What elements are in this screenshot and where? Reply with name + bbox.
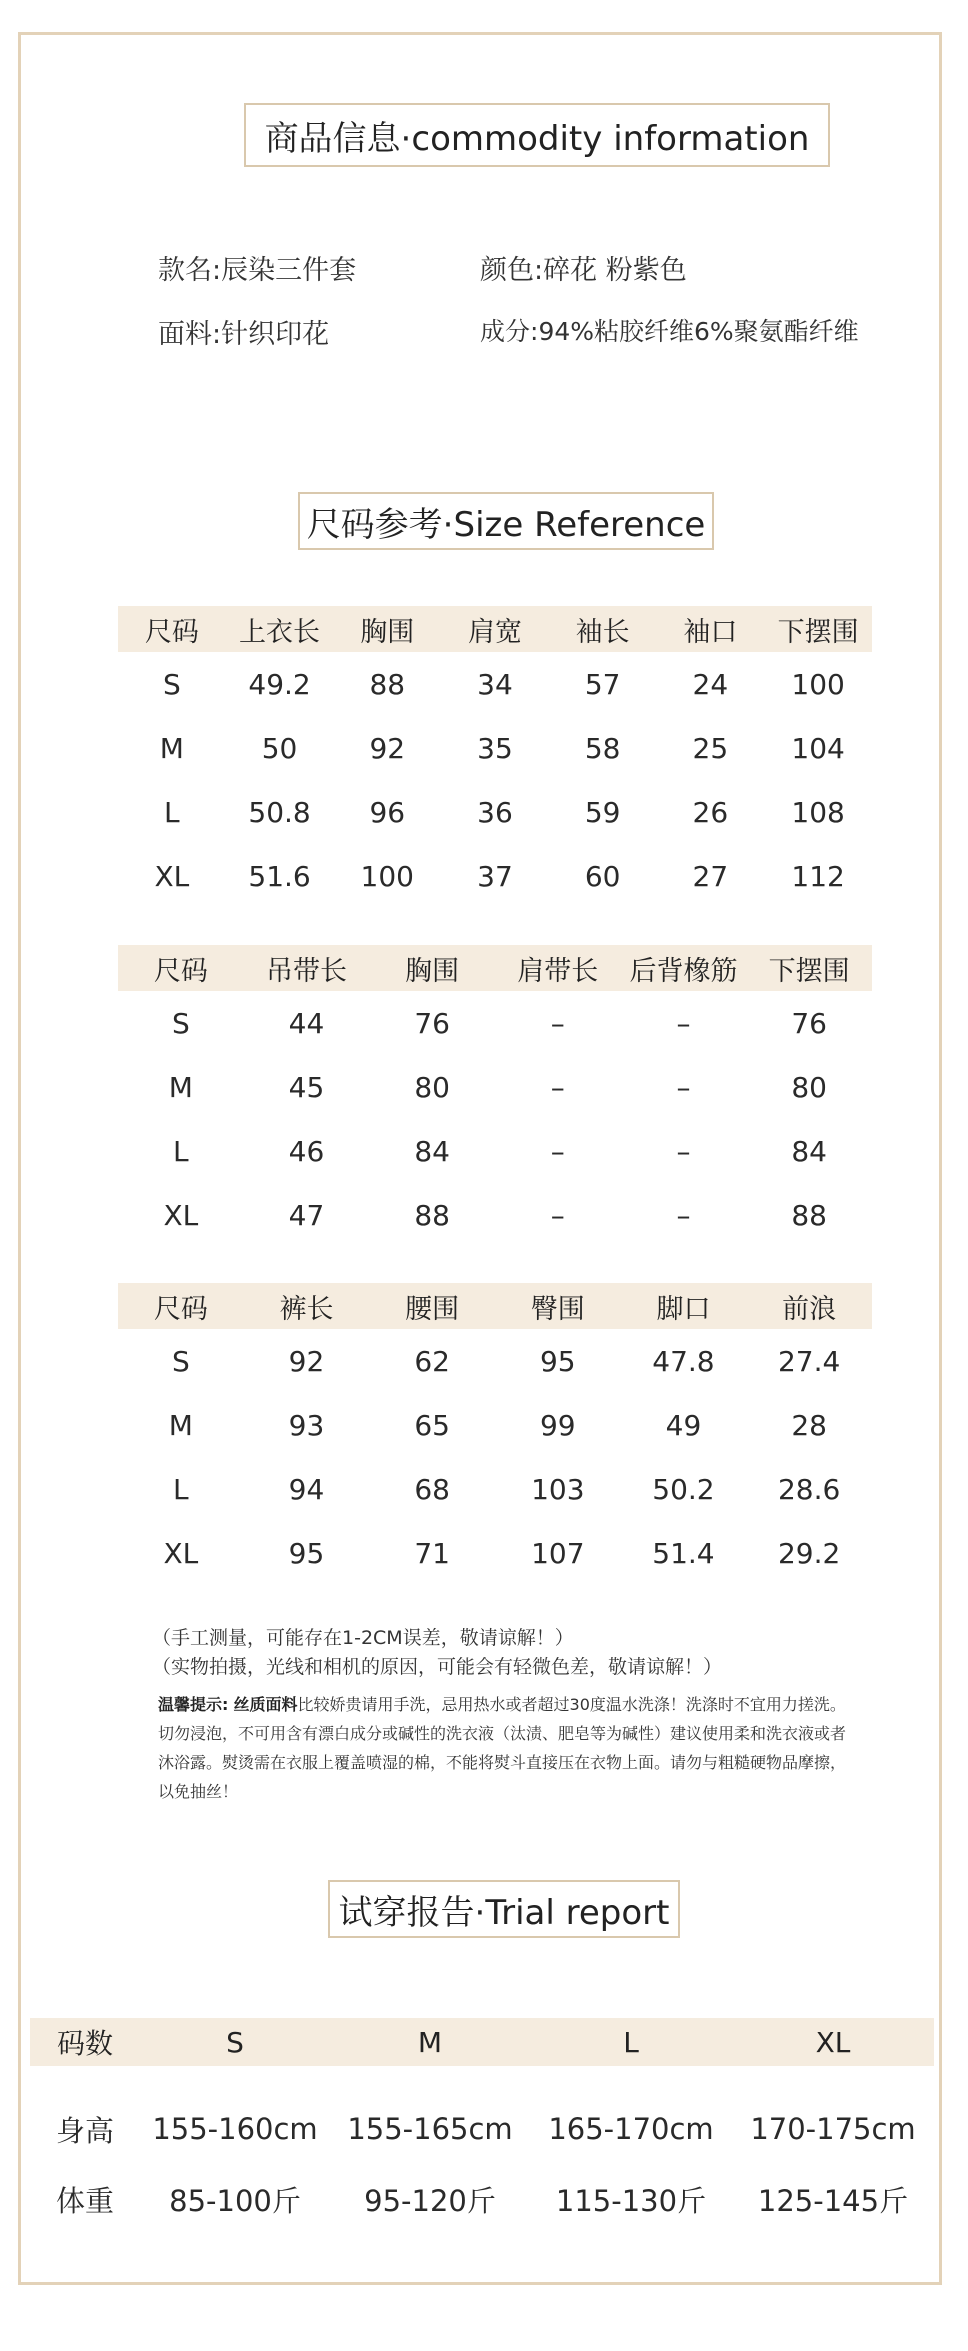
table-row xyxy=(30,2164,934,2234)
table-row xyxy=(118,1119,872,1183)
table-cell: 93 xyxy=(288,1408,325,1442)
table-cell: 100 xyxy=(360,859,414,893)
table-cell: 92 xyxy=(369,731,406,765)
table-header-cell: 尺码 xyxy=(118,1283,244,1329)
table-cell: 115-130斤 xyxy=(555,2183,707,2218)
table-cell: 80 xyxy=(414,1070,450,1104)
care-tips xyxy=(158,1690,858,1806)
table-header-cell: 吊带长 xyxy=(244,945,370,991)
table-header-cell: 肩宽 xyxy=(441,606,549,652)
table-cell: 50.8 xyxy=(248,795,311,829)
table-cell: 100 xyxy=(791,667,845,701)
color-info xyxy=(480,248,687,287)
table-cell: 71 xyxy=(414,1536,450,1570)
table-cell: XL xyxy=(163,1198,199,1232)
table-cell: 94 xyxy=(288,1472,325,1506)
table-header-row xyxy=(118,945,872,991)
table-cell: 57 xyxy=(584,667,621,701)
table-cell: – xyxy=(676,1198,691,1232)
table-cell: 76 xyxy=(791,1006,827,1040)
table-body xyxy=(118,652,872,908)
table-row xyxy=(118,652,872,716)
tips-text: 比较娇贵请用手洗，忌用热水或者超过30度温水洗涤！洗涤时不宜用力搓洗。切勿浸泡，不可用含有漂白成分或碱性的洗衣液（汰渍、肥皂等为碱性）建议使用柔和洗衣液或者沐浴露。熨烫需在衣服上覆盖喷湿的棉，不能将熨斗直接压在衣物上面。请勿与粗糙硬物品摩擦，以免抽丝！ xyxy=(158,1695,847,1801)
style-value: 辰染三件套 xyxy=(221,255,357,286)
table-header-cell: 下摆围 xyxy=(764,606,872,652)
table-cell: S xyxy=(171,1006,190,1040)
table-cell: 49.2 xyxy=(248,667,311,701)
table-cell: 58 xyxy=(584,731,621,765)
size-reference-title-text: 尺码参考·Size Reference xyxy=(306,504,706,545)
composition-label: 成分: xyxy=(480,317,539,346)
table-header-cell: 胸围 xyxy=(369,945,495,991)
table-cell: M xyxy=(168,1070,193,1104)
table-header-cell: 袖长 xyxy=(549,606,657,652)
table-cell: 60 xyxy=(584,859,621,893)
table-cell: 88 xyxy=(414,1198,450,1232)
table-row xyxy=(118,1329,872,1393)
table-cell: XL xyxy=(154,859,190,893)
table-cell: 25 xyxy=(692,731,729,765)
table-cell: 26 xyxy=(692,795,729,829)
color-label: 颜色: xyxy=(480,255,544,286)
table-row xyxy=(118,1183,872,1247)
table-header-cell: 肩带长 xyxy=(495,945,621,991)
table-cell: S xyxy=(171,1344,190,1378)
table-cell: 身高 xyxy=(55,2113,114,2148)
table-cell: 99 xyxy=(539,1408,576,1442)
photo-note: （实物拍摄，光线和相机的原因，可能会有轻微色差，敬请谅解！） xyxy=(152,1656,723,1678)
table-cell: 62 xyxy=(414,1344,450,1378)
trial-report-title xyxy=(328,1880,680,1938)
composition-value: 94%粘胶纤维6%聚氨酯纤维 xyxy=(538,317,859,346)
table-row xyxy=(118,716,872,780)
table-cell: 27.4 xyxy=(777,1344,841,1378)
table-cell: L xyxy=(164,795,180,829)
table-header-cell: 脚口 xyxy=(621,1283,747,1329)
table-cell: 34 xyxy=(477,667,513,701)
table-cell: 104 xyxy=(791,731,845,765)
table-row xyxy=(118,991,872,1055)
table-header-cell: 臀围 xyxy=(495,1283,621,1329)
table-body xyxy=(118,991,872,1247)
table-header-cell: 尺码 xyxy=(118,945,244,991)
top-size-table xyxy=(118,606,872,908)
table-cell: 88 xyxy=(369,667,406,701)
table-cell: 84 xyxy=(414,1134,450,1168)
cami-size-table xyxy=(118,945,872,1247)
table-cell: 103 xyxy=(531,1472,585,1506)
table-cell: – xyxy=(550,1006,565,1040)
table-header-cell: 后背橡筋 xyxy=(621,945,747,991)
table-header-cell: S xyxy=(140,2018,330,2066)
composition-info xyxy=(480,312,859,348)
table-header-cell: 码数 xyxy=(30,2018,140,2066)
table-header-cell: 前浪 xyxy=(746,1283,872,1329)
size-reference-title xyxy=(298,492,714,550)
table-row xyxy=(118,780,872,844)
table-cell: S xyxy=(162,667,181,701)
table-row xyxy=(118,1393,872,1457)
table-header-row xyxy=(30,2018,934,2066)
table-cell: 85-100斤 xyxy=(169,2183,301,2218)
table-cell: 92 xyxy=(288,1344,325,1378)
table-header-cell: XL xyxy=(732,2018,934,2066)
table-cell: 68 xyxy=(414,1472,450,1506)
table-cell: 170-175cm xyxy=(750,2112,916,2146)
table-header-row xyxy=(118,1283,872,1329)
table-cell: 体重 xyxy=(55,2183,114,2218)
table-header-cell: M xyxy=(330,2018,530,2066)
table-cell: 155-160cm xyxy=(152,2112,318,2146)
table-cell: L xyxy=(173,1134,189,1168)
table-cell: 108 xyxy=(791,795,845,829)
table-cell: 65 xyxy=(414,1408,450,1442)
tips-strong: 丝质面料 xyxy=(233,1695,298,1714)
table-header-row xyxy=(118,606,872,652)
table-cell: – xyxy=(550,1198,565,1232)
table-row xyxy=(30,2066,934,2164)
table-header-cell: 胸围 xyxy=(333,606,441,652)
table-cell: 44 xyxy=(288,1006,325,1040)
pants-size-table xyxy=(118,1283,872,1585)
fabric-label: 面料: xyxy=(158,319,222,350)
table-row xyxy=(118,1055,872,1119)
table-header-cell: 上衣长 xyxy=(226,606,334,652)
table-cell: 47 xyxy=(288,1198,325,1232)
table-row xyxy=(118,844,872,908)
table-cell: 84 xyxy=(791,1134,827,1168)
table-cell: 35 xyxy=(477,731,513,765)
table-header-cell: 裤长 xyxy=(244,1283,370,1329)
trial-report-table xyxy=(30,2018,934,2234)
table-cell: XL xyxy=(163,1536,199,1570)
table-cell: 95-120斤 xyxy=(364,2183,496,2218)
table-cell: 45 xyxy=(288,1070,325,1104)
fabric-info xyxy=(158,312,329,351)
table-header-cell: 下摆围 xyxy=(746,945,872,991)
commodity-title-text: 商品信息·commodity information xyxy=(264,118,810,159)
table-body xyxy=(118,1329,872,1585)
table-cell: 51.6 xyxy=(248,859,311,893)
measure-note: （手工测量，可能存在1-2CM误差，敬请谅解！） xyxy=(152,1627,574,1649)
table-cell: 37 xyxy=(477,859,513,893)
trial-report-title-text: 试穿报告·Trial report xyxy=(338,1892,670,1933)
table-cell: 95 xyxy=(539,1344,576,1378)
table-cell: 76 xyxy=(414,1006,450,1040)
style-name xyxy=(158,248,356,287)
table-cell: 49 xyxy=(665,1408,702,1442)
commodity-title xyxy=(244,103,830,167)
table-cell: 36 xyxy=(477,795,513,829)
table-cell: 24 xyxy=(692,667,729,701)
table-header-cell: L xyxy=(530,2018,732,2066)
table-cell: 28.6 xyxy=(777,1472,841,1506)
table-cell: 46 xyxy=(288,1134,325,1168)
table-cell: 27 xyxy=(692,859,729,893)
table-header-cell: 尺码 xyxy=(118,606,226,652)
table-cell: 80 xyxy=(791,1070,827,1104)
table-cell: 155-165cm xyxy=(347,2112,513,2146)
table-cell: M xyxy=(159,731,184,765)
table-cell: 95 xyxy=(288,1536,325,1570)
table-body xyxy=(30,2066,934,2234)
color-value: 碎花 粉紫色 xyxy=(543,255,687,286)
style-label: 款名: xyxy=(158,255,222,286)
table-cell: 47.8 xyxy=(652,1344,715,1378)
table-cell: – xyxy=(676,1070,691,1104)
table-cell: 50 xyxy=(261,731,298,765)
table-cell: – xyxy=(676,1006,691,1040)
tips-label: 温馨提示: xyxy=(158,1695,229,1714)
fabric-value: 针织印花 xyxy=(221,319,330,350)
table-cell: 28 xyxy=(791,1408,827,1442)
table-cell: – xyxy=(550,1134,565,1168)
table-header-cell: 袖口 xyxy=(657,606,765,652)
table-header-cell: 腰围 xyxy=(369,1283,495,1329)
table-cell: 88 xyxy=(791,1198,827,1232)
table-cell: 96 xyxy=(369,795,406,829)
table-cell: 59 xyxy=(584,795,621,829)
table-cell: 125-145斤 xyxy=(757,2183,909,2218)
table-row xyxy=(118,1457,872,1521)
table-cell: 51.4 xyxy=(652,1536,715,1570)
table-cell: – xyxy=(550,1070,565,1104)
table-cell: 29.2 xyxy=(777,1536,841,1570)
table-cell: 107 xyxy=(531,1536,585,1570)
table-cell: L xyxy=(173,1472,189,1506)
table-cell: 50.2 xyxy=(652,1472,715,1506)
table-cell: M xyxy=(168,1408,193,1442)
table-cell: 112 xyxy=(791,859,845,893)
table-cell: – xyxy=(676,1134,691,1168)
table-row xyxy=(118,1521,872,1585)
table-cell: 165-170cm xyxy=(548,2112,714,2146)
